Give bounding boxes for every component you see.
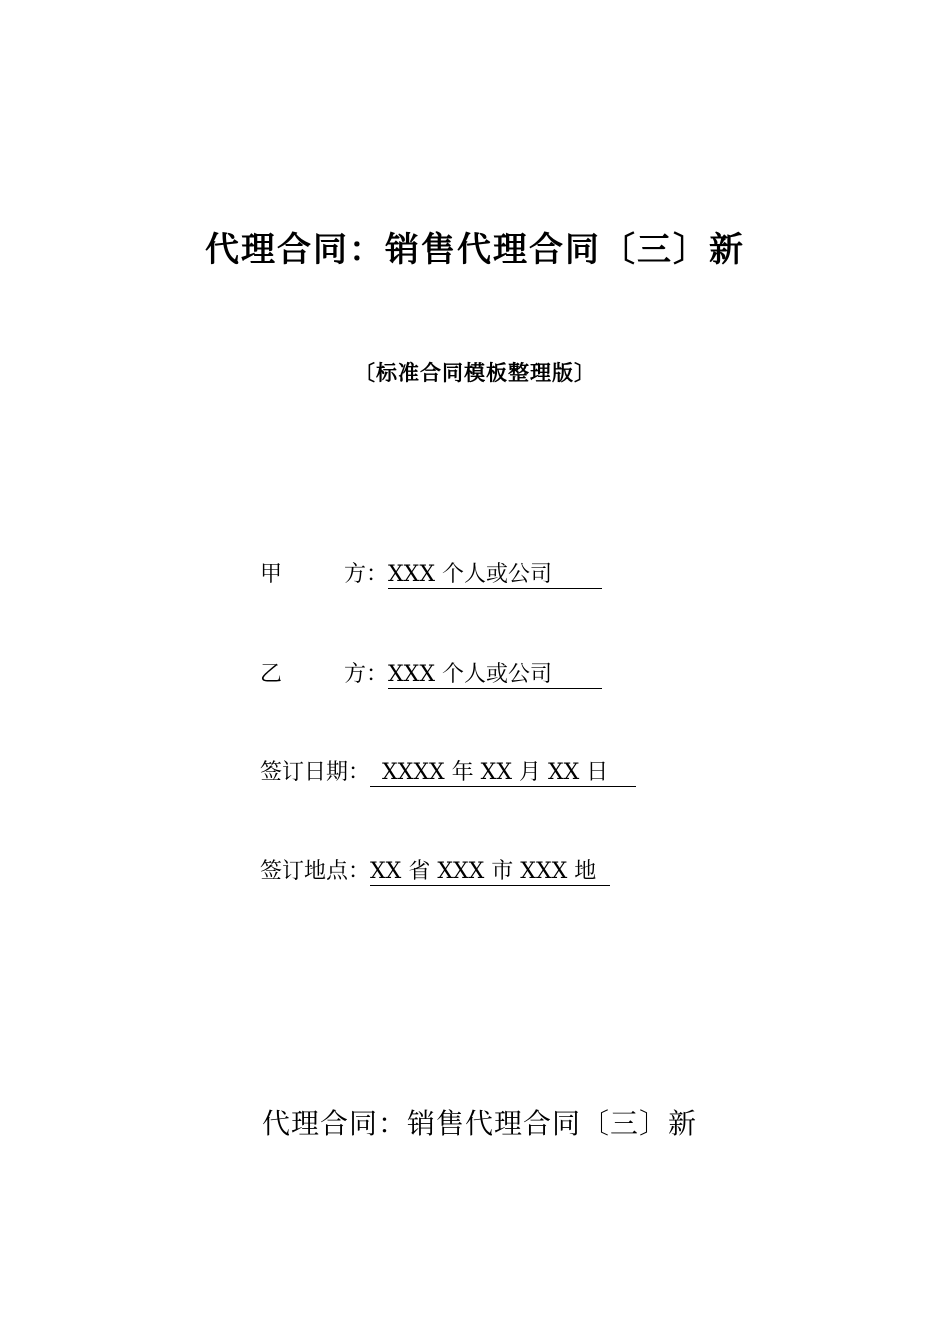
party-b-value: XXX 个人或公司 [388,662,602,689]
signing-date-label: 签订日期： [260,760,371,785]
party-a-field [260,560,602,590]
signing-date-value: XXXX 年 XX 月 XX 日 [370,760,636,787]
party-a-value: XXX 个人或公司 [388,562,602,589]
document-title: 代理合同：销售代理合同〔三〕新 [205,230,745,270]
party-a-label-char: 甲 [260,562,283,587]
party-a-label [260,560,388,590]
footer-title: 代理合同：销售代理合同〔三〕新 [262,1107,698,1140]
signing-place-label: 签订地点： [260,859,371,884]
signing-place-field [260,857,610,887]
signing-place-value: XX 省 XXX 市 XXX 地 [370,859,610,886]
party-b-field [260,660,602,690]
party-a-label-suffix: 方： [343,562,388,587]
party-b-label-char: 乙 [260,662,283,687]
document-subtitle: 〔标准合同模板整理版〕 [354,360,596,385]
party-b-label-suffix: 方： [343,662,388,687]
signing-date-field [260,758,636,788]
party-b-label [260,660,388,690]
